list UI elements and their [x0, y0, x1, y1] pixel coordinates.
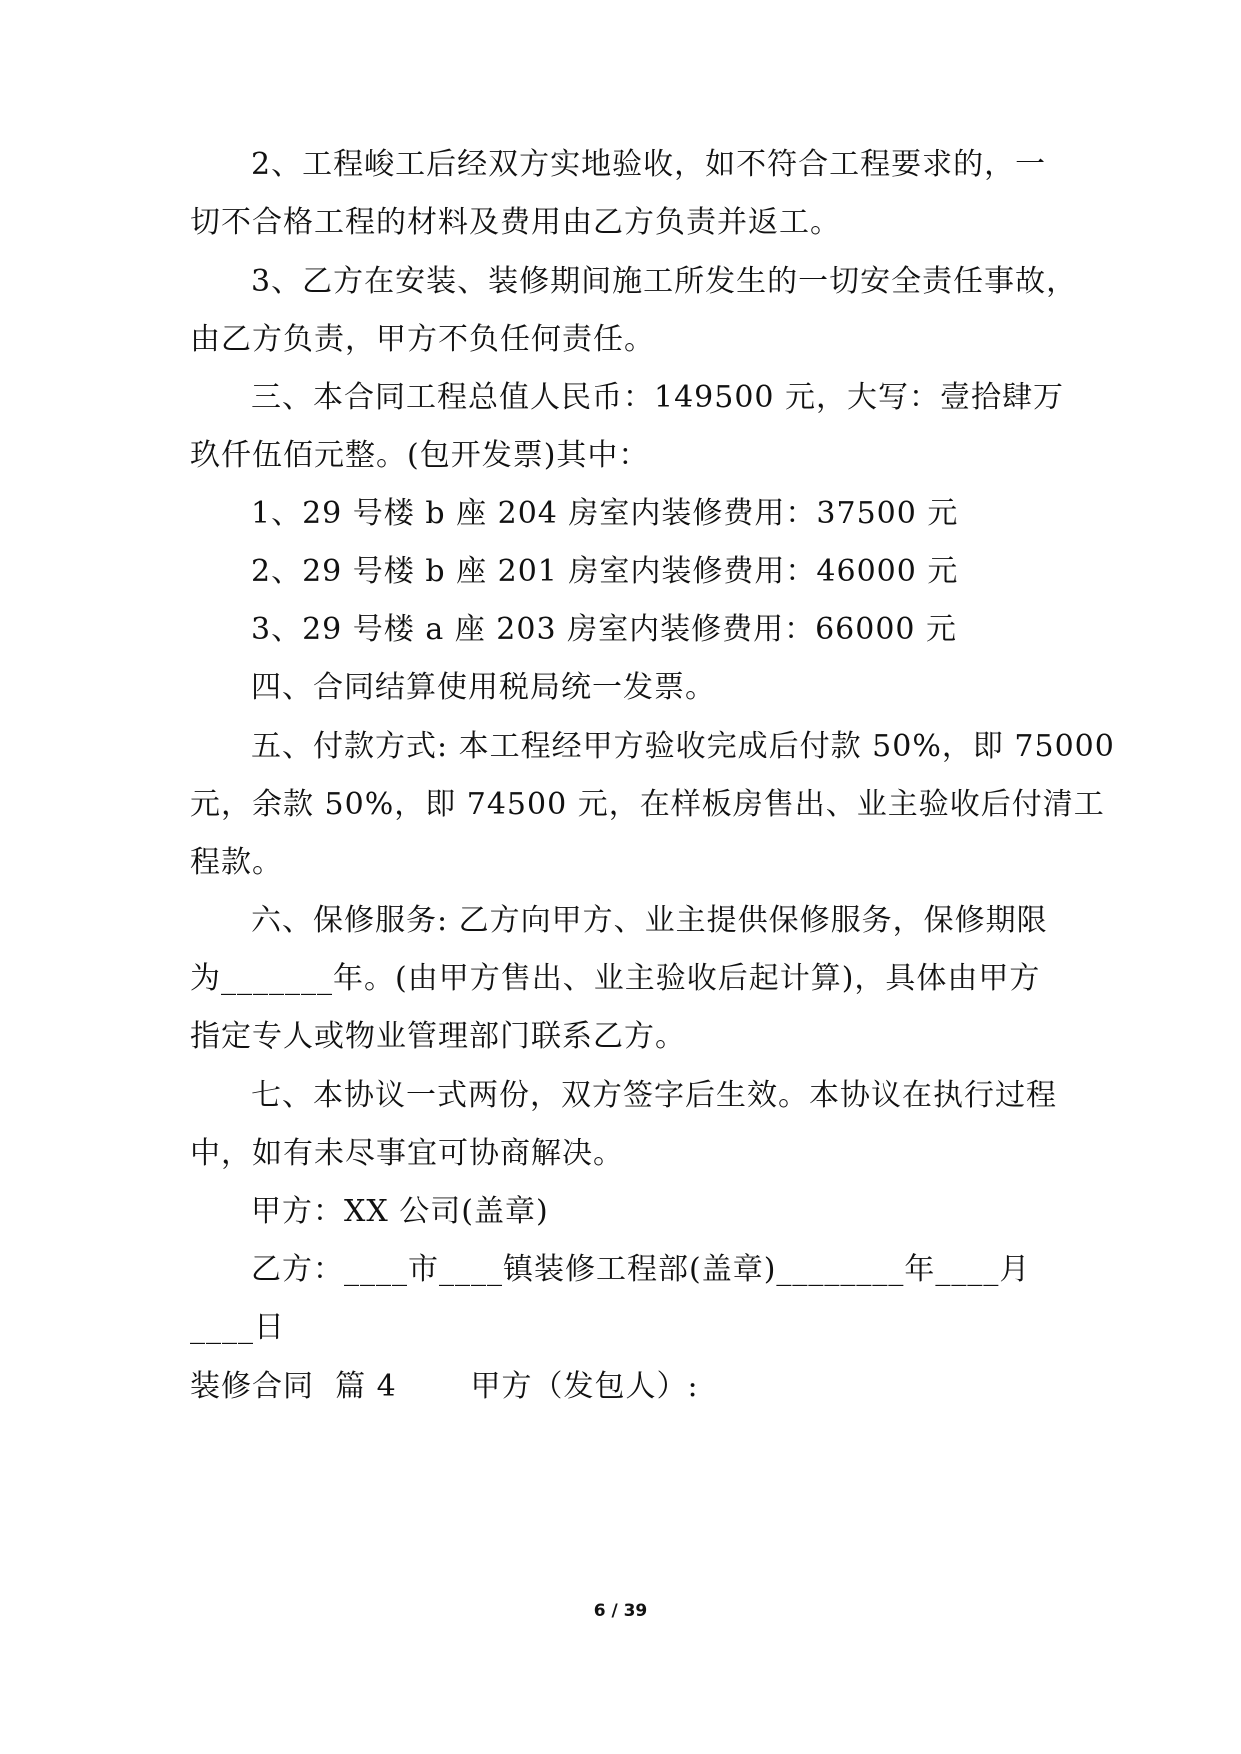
paragraph-line: 1、29 号楼 b 座 204 房室内装修费用：37500 元	[251, 496, 959, 531]
paragraph-line: 切不合格工程的材料及费用由乙方负责并返工。	[190, 205, 841, 240]
paragraph-line: 3、乙方在安装、装修期间施工所发生的一切安全责任事故，	[251, 264, 1078, 299]
party-b-line: 乙方：____市____镇装修工程部(盖章)________年____月	[251, 1252, 1031, 1287]
page-number: 6 / 39	[593, 1601, 648, 1621]
paragraph-line: 由乙方负责，甲方不负任何责任。	[190, 322, 655, 357]
paragraph-line: 中，如有未尽事宜可协商解决。	[190, 1136, 624, 1171]
paragraph-line: 玖仟伍佰元整。(包开发票)其中：	[190, 438, 650, 473]
paragraph-line: 元，余款 50%，即 74500 元，在样板房售出、业主验收后付清工	[190, 787, 1105, 822]
paragraph-line: 2、29 号楼 b 座 201 房室内装修费用：46000 元	[251, 554, 959, 589]
date-line: ____日	[190, 1310, 285, 1345]
paragraph-line: 为_______年。(由甲方售出、业主验收后起计算)，具体由甲方	[190, 961, 1041, 996]
paragraph-line: 六、保修服务: 乙方向甲方、业主提供保修服务，保修期限	[251, 903, 1048, 938]
paragraph-line: 三、本合同工程总值人民币：149500 元，大写：壹拾肆万	[251, 380, 1065, 415]
section-heading: 装修合同 篇 4 甲方（发包人）:	[190, 1369, 699, 1404]
paragraph-line: 程款。	[190, 845, 283, 880]
paragraph-line: 指定专人或物业管理部门联系乙方。	[190, 1019, 686, 1054]
party-a-line: 甲方：XX 公司(盖章)	[251, 1194, 549, 1229]
paragraph-line: 四、合同结算使用税局统一发票。	[251, 670, 716, 705]
paragraph-line: 3、29 号楼 a 座 203 房室内装修费用：66000 元	[251, 612, 958, 647]
paragraph-line: 2、工程峻工后经双方实地验收，如不符合工程要求的，一	[251, 147, 1047, 182]
paragraph-line: 五、付款方式: 本工程经甲方验收完成后付款 50%，即 75000	[251, 729, 1115, 764]
paragraph-line: 七、本协议一式两份，双方签字后生效。本协议在执行过程	[251, 1078, 1057, 1113]
